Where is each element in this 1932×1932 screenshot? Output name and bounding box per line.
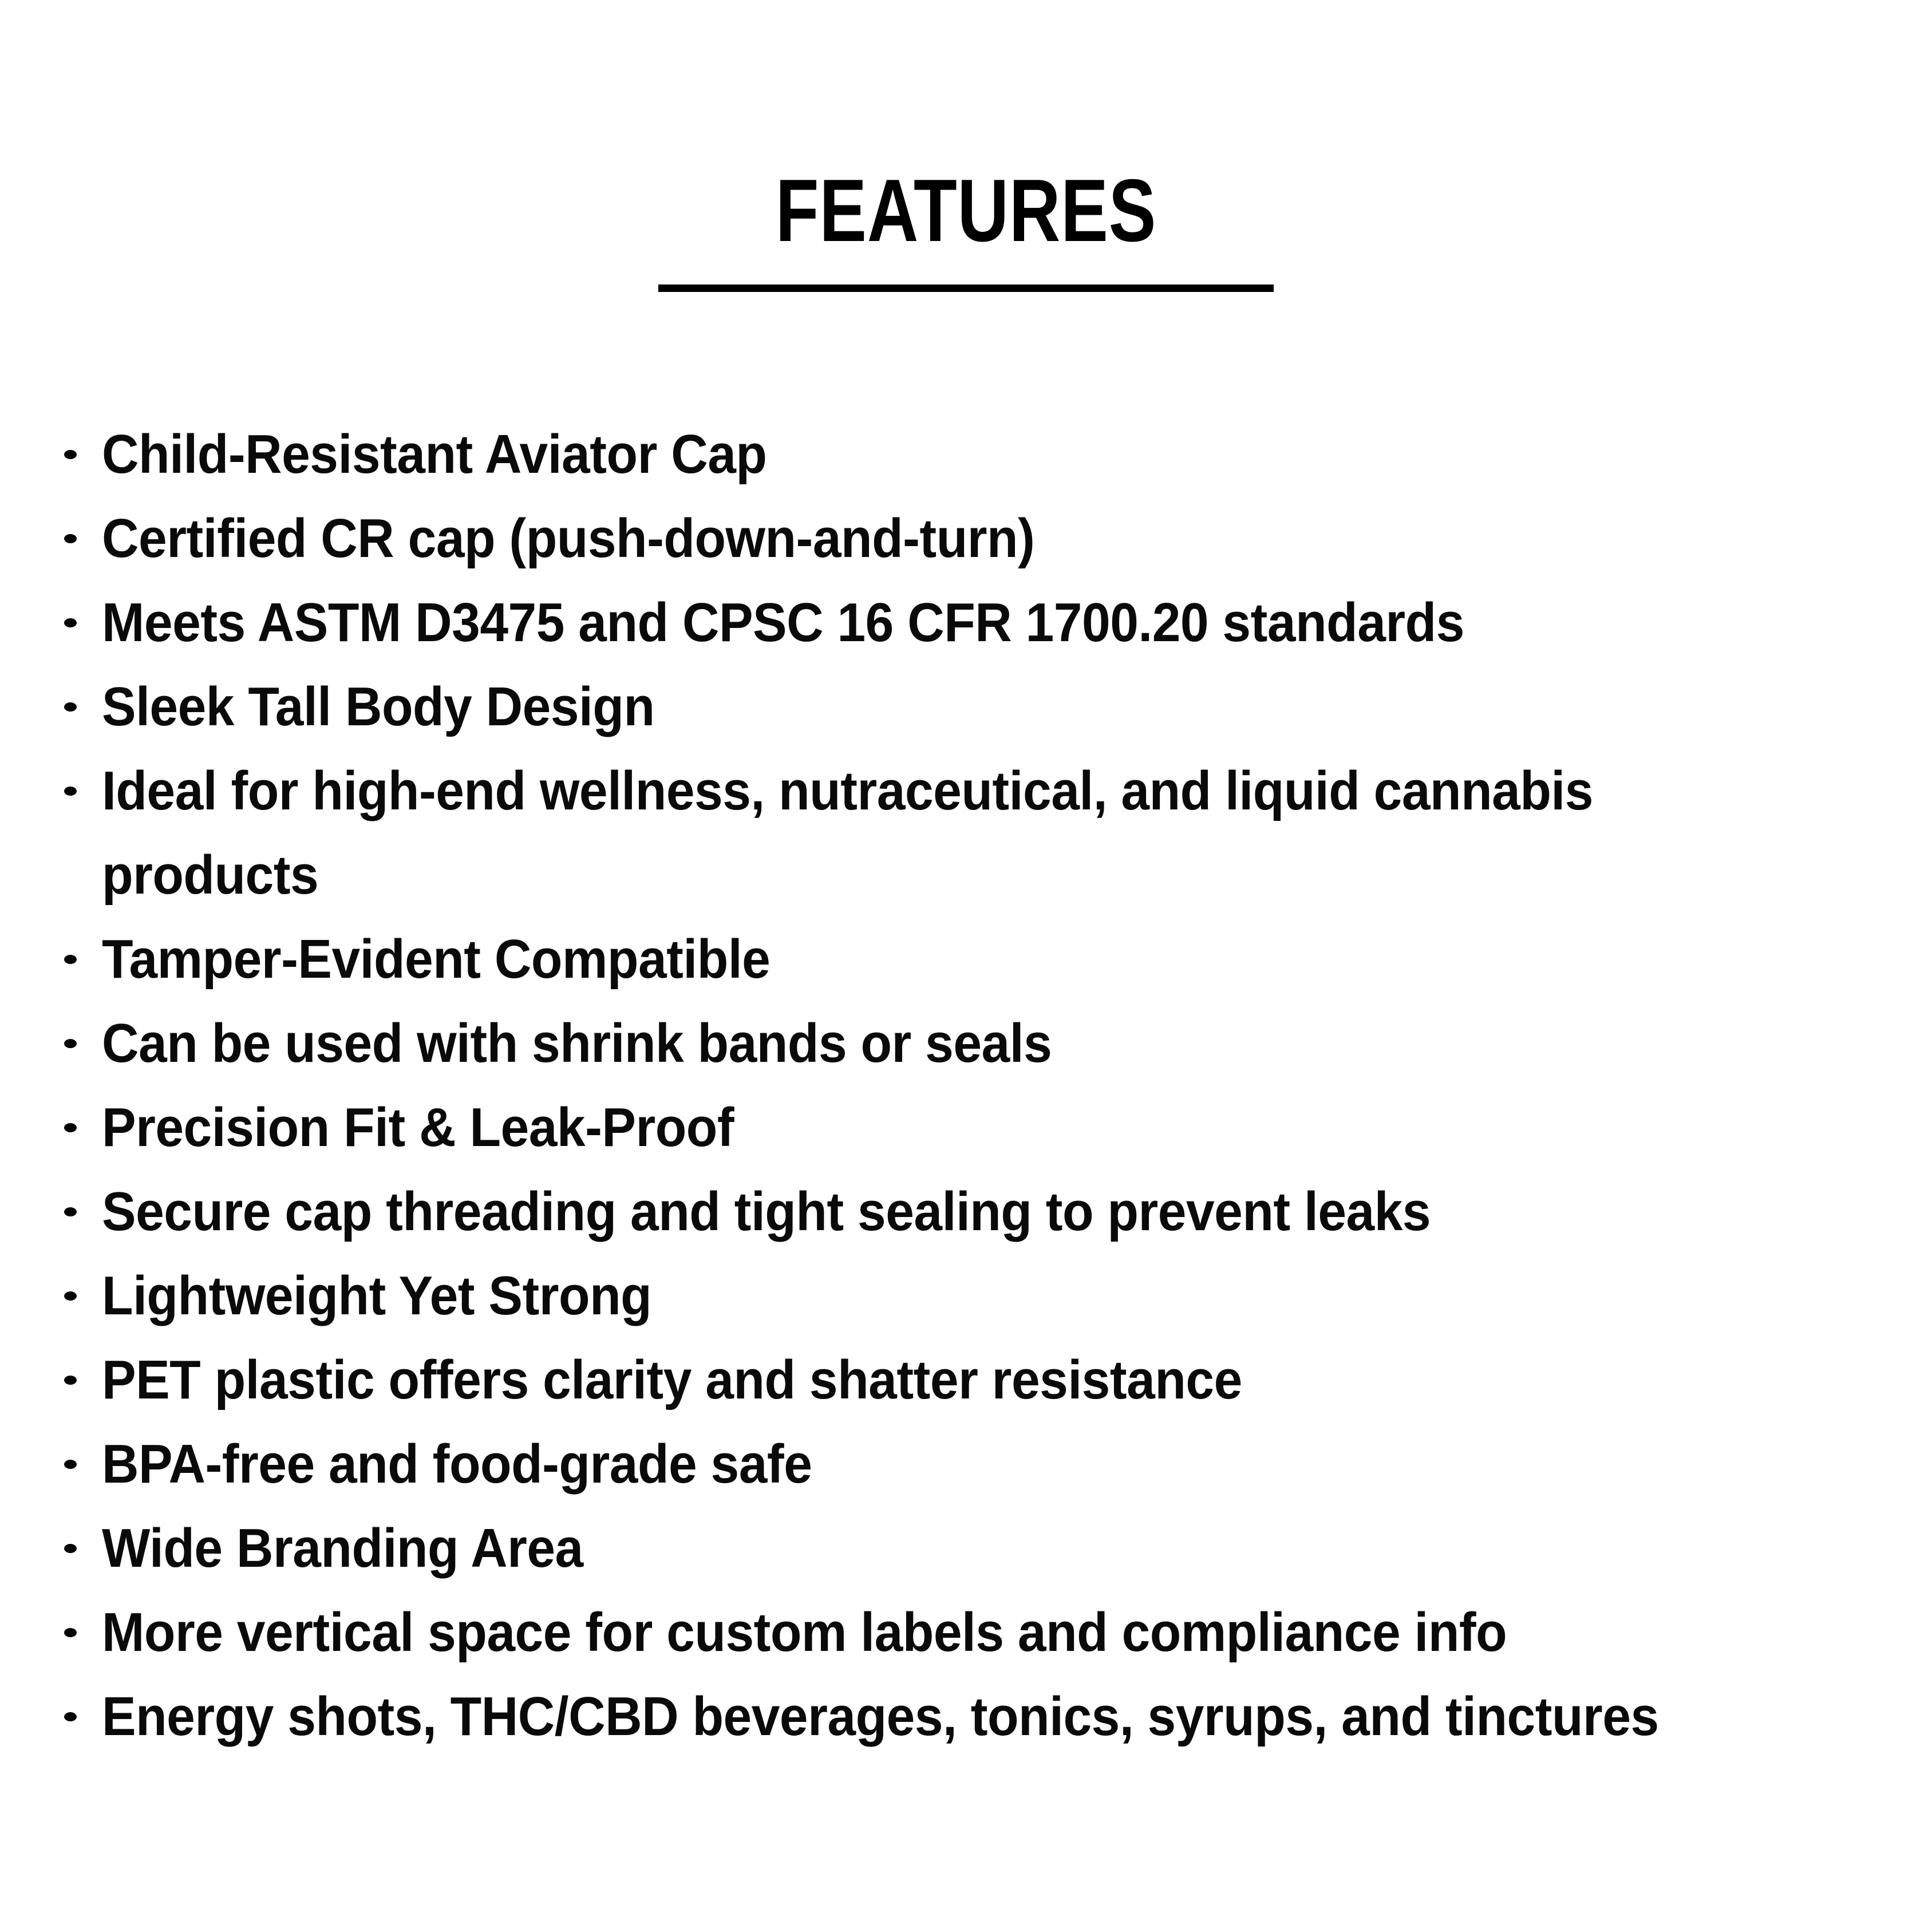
bullet-point-icon: [50, 1506, 102, 1590]
bullet-dot-icon: [64, 1628, 77, 1637]
feature-label: Can be used with shrink bands or seals: [102, 1013, 1052, 1074]
features-list: [50, 412, 1894, 1759]
bullet-point-icon: [50, 1422, 102, 1506]
bullet-dot-icon: [64, 1460, 77, 1469]
feature-list-item: [50, 665, 1894, 749]
bullet-point-icon: [50, 1338, 102, 1422]
feature-label: Precision Fit & Leak-Proof: [102, 1097, 734, 1158]
feature-label: Child-Resistant Aviator Cap: [102, 424, 767, 485]
feature-label: Wide Branding Area: [102, 1518, 583, 1579]
bullet-point-icon: [50, 580, 102, 665]
feature-list-item: [50, 749, 1894, 833]
bullet-dot-icon: [64, 1039, 77, 1048]
feature-list-item: [50, 580, 1894, 665]
feature-label: Lightweight Yet Strong: [102, 1265, 652, 1326]
bullet-point-icon: [50, 496, 102, 580]
feature-list-item: [50, 1422, 1894, 1506]
bullet-point-icon: [50, 1590, 102, 1674]
bullet-dot-icon: [64, 955, 77, 964]
feature-list-item: [50, 1506, 1894, 1590]
bullet-dot-icon: [64, 450, 77, 459]
feature-list-item: [50, 917, 1894, 1001]
feature-label: Tamper-Evident Compatible: [102, 929, 771, 990]
feature-list-item-continuation: [50, 833, 1894, 917]
bullet-point-icon: [50, 749, 102, 833]
bullet-point-icon: [50, 917, 102, 1001]
feature-label: PET plastic offers clarity and shatter resistance: [102, 1349, 1242, 1411]
bullet-point-icon: [50, 1001, 102, 1085]
bullet-dot-icon: [64, 1207, 77, 1216]
feature-list-item: [50, 1085, 1894, 1170]
feature-list-item: [50, 1590, 1894, 1674]
feature-label: Energy shots, THC/CBD beverages, tonics, syrups, and tinctures: [102, 1686, 1659, 1747]
bullet-dot-icon: [64, 702, 77, 712]
feature-list-item: [50, 412, 1894, 496]
feature-label: Secure cap threading and tight sealing to prevent leaks: [102, 1181, 1431, 1242]
bullet-dot-icon: [64, 618, 77, 627]
feature-label: Sleek Tall Body Design: [102, 676, 655, 737]
bullet-point-icon: [50, 1254, 102, 1338]
bullet-point-icon: [50, 1674, 102, 1759]
bullet-point-icon: [50, 665, 102, 749]
bullet-dot-icon: [64, 1291, 77, 1301]
feature-list-item: [50, 1001, 1894, 1085]
page-header: [0, 161, 1932, 292]
feature-label: BPA-free and food-grade safe: [102, 1433, 812, 1495]
bullet-point-icon: [50, 1170, 102, 1254]
feature-label: More vertical space for custom labels and compliance info: [102, 1602, 1507, 1663]
feature-label: Certified CR cap (push-down-and-turn): [102, 508, 1035, 569]
bullet-dot-icon: [64, 1376, 77, 1385]
feature-list-item: [50, 1170, 1894, 1254]
bullet-dot-icon: [64, 1123, 77, 1132]
bullet-dot-icon: [64, 1712, 77, 1721]
feature-label: Ideal for high-end wellness, nutraceutical, and liquid cannabis: [102, 760, 1593, 821]
page-title: FEATURES: [775, 161, 1157, 260]
feature-list-item: [50, 1674, 1894, 1759]
feature-label: Meets ASTM D3475 and CPSC 16 CFR 1700.20 standards: [102, 592, 1464, 653]
feature-list-item: [50, 1338, 1894, 1422]
title-underline-divider: [658, 285, 1274, 292]
bullet-point-icon: [50, 412, 102, 496]
bullet-spacer: [50, 833, 102, 917]
bullet-dot-icon: [64, 787, 77, 796]
feature-list-item: [50, 1254, 1894, 1338]
bullet-dot-icon: [64, 534, 77, 543]
bullet-point-icon: [50, 1085, 102, 1170]
feature-list-item: [50, 496, 1894, 580]
feature-label-continuation: products: [102, 844, 319, 906]
bullet-dot-icon: [64, 1544, 77, 1553]
